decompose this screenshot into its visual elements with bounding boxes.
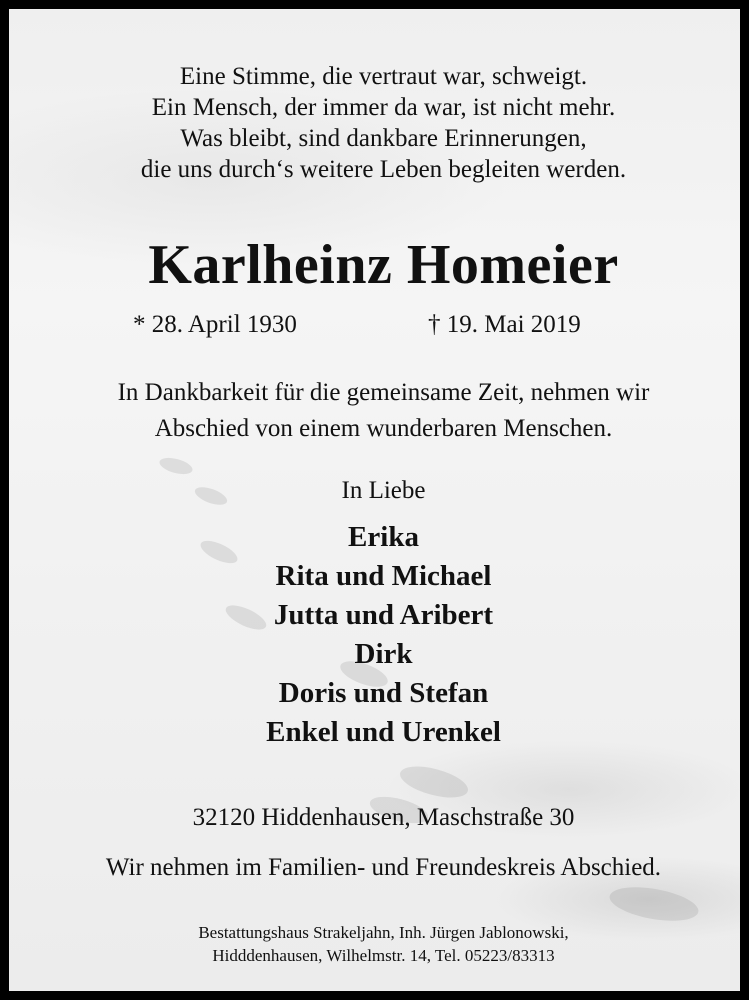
verse-line-4: die uns durch‘s weitere Leben begleiten werden. — [140, 156, 627, 183]
verse-line-2: Ein Mensch, der immer da war, ist nicht mehr. — [151, 94, 616, 121]
funeral-home-line-2: Hidddenhausen, Wilhelmstr. 14, Tel. 05223/83313 — [212, 946, 555, 965]
family-member: Erika — [348, 521, 419, 553]
family-member: Doris und Stefan — [278, 677, 489, 709]
family-member: Dirk — [354, 638, 413, 670]
message-line-1: In Dankbarkeit für die gemeinsame Zeit, nehmen wir — [117, 379, 650, 406]
verse-line-3: Was bleibt, sind dankbare Erinnerungen, — [180, 125, 587, 152]
in-love-label: In Liebe — [341, 477, 426, 504]
family-member: Jutta und Aribert — [273, 599, 494, 631]
death-date: † 19. Mai 2019 — [428, 311, 581, 338]
message-line-2: Abschied von einem wunderbaren Menschen. — [154, 415, 613, 442]
address: 32120 Hiddenhausen, Maschstraße 30 — [192, 804, 575, 831]
birth-date: * 28. April 1930 — [133, 311, 297, 338]
family-member: Enkel und Urenkel — [266, 716, 501, 748]
verse-line-1: Eine Stimme, die vertraut war, schweigt. — [179, 63, 588, 90]
family-member: Rita und Michael — [275, 560, 492, 592]
farewell-note: Wir nehmen im Familien- und Freundeskreis Abschied. — [105, 854, 662, 881]
funeral-home-line-1: Bestattungshaus Strakeljahn, Inh. Jürgen Jablonowski, — [198, 923, 569, 942]
deceased-name: Karlheinz Homeier — [148, 234, 619, 296]
